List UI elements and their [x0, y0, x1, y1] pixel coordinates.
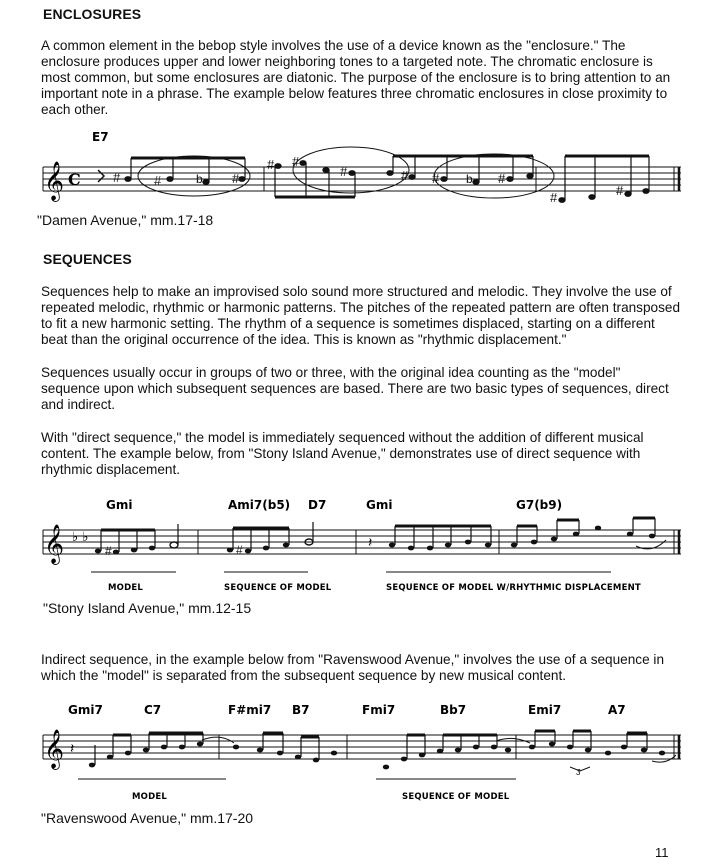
svg-text:b: b — [196, 172, 203, 186]
chord-symbol: G7(b9) — [516, 498, 563, 512]
key-signature-flats-icon: ♭ ♭ — [72, 530, 89, 545]
svg-text:#: # — [267, 157, 275, 172]
sequences-paragraph-direct: With "direct sequence," the model is immediately sequenced without the addition of different musical content. The example below, from "Stony Island Avenue," demonstrates use of direct sequence with rhythmic displacement. — [41, 430, 644, 478]
chord-symbol: Ami7(b5) — [228, 498, 291, 512]
section-heading-sequences: SEQUENCES — [43, 251, 132, 267]
chord-symbol: Bb7 — [440, 703, 467, 717]
note-stems — [131, 156, 649, 200]
treble-clef-icon: 𝄞 — [44, 729, 65, 769]
chord-symbol: A7 — [608, 703, 626, 717]
direct-sequence-music-example — [36, 488, 686, 600]
sequences-paragraph-groups: Sequences usually occur in groups of two or three, with the original idea counting as the "model" sequence upon which subsequent sequences are based. There are two basic types of sequences, direct and indirect. — [41, 365, 669, 413]
note-beams — [101, 518, 655, 530]
sequences-paragraph-indirect: Indirect sequence, in the example below from "Ravenswood Avenue," involves the use of a sequence in which the "model" is separated from the subsequent sequence by new musical content. — [41, 652, 665, 684]
chord-symbol: F#mi7 — [228, 703, 272, 717]
chord-symbol: Gmi — [106, 498, 133, 512]
treble-clef-icon: 𝄞 — [44, 524, 65, 564]
svg-text:#: # — [550, 190, 558, 205]
sequence-label: SEQUENCE OF MODEL — [402, 792, 510, 802]
example-caption-ravenswood: "Ravenswood Avenue," mm.17-20 — [41, 810, 254, 826]
triplet-marker: 3 — [576, 768, 581, 777]
treble-clef-icon: 𝄞 — [44, 161, 65, 201]
enclosures-paragraph: A common element in the bebop style involves the use of a device known as the "enclosure." The enclosure produces upper and lower neighboring tones to a targeted note. The chromatic enclosure is most common, but some enclosures are diatonic. The purpose of the enclosure is to bring attention to an important note in a phrase. The example below features three chromatic enclosures in close proximity to each other. — [41, 38, 671, 118]
sequence-label: MODEL — [132, 792, 167, 802]
sequence-label: MODEL — [108, 583, 143, 593]
note-stems — [101, 518, 655, 552]
svg-text:#: # — [340, 164, 348, 179]
sequences-paragraph-intro: Sequences help to make an improvised solo sound more structured and melodic. They involve the use of repeated melodic, rhythmic or harmonic patterns. The pitches of the repeated pattern are often transposed to fit a new harmonic setting. The rhythm of a sequence is sometimes displaced, starting on a different beat than the original occurrence of the idea. This is known as "rhythmic displacement." — [41, 284, 681, 348]
svg-text:#: # — [154, 173, 162, 188]
chord-symbol: Fmi7 — [362, 703, 396, 717]
example-caption-damen: "Damen Avenue," mm.17-18 — [37, 212, 214, 228]
svg-text:#: # — [432, 171, 440, 186]
chord-symbol: E7 — [92, 130, 109, 144]
svg-text:#: # — [498, 171, 506, 186]
svg-text:𝄽: 𝄽 — [368, 534, 373, 550]
svg-text:#: # — [401, 168, 409, 183]
staff-lines — [43, 735, 681, 759]
rest-icon: 𝄽 — [70, 740, 75, 756]
page-number: 11 — [655, 845, 669, 860]
staff-lines — [43, 530, 681, 554]
enclosure-music-example — [36, 122, 686, 210]
note-stems — [95, 731, 647, 765]
svg-text:#: # — [292, 154, 300, 169]
chord-symbol: B7 — [292, 703, 310, 717]
chord-symbol: Gmi7 — [68, 703, 103, 717]
indirect-sequence-music-example — [36, 695, 686, 807]
section-heading-enclosures: ENCLOSURES — [43, 6, 142, 22]
chord-symbol: C7 — [144, 703, 162, 717]
note-beams — [113, 731, 647, 737]
svg-text:#: # — [232, 171, 240, 186]
svg-text:#: # — [616, 183, 624, 198]
svg-text:b: b — [466, 172, 473, 186]
chord-symbol: D7 — [308, 498, 327, 512]
svg-text:#: # — [236, 543, 243, 557]
note-group — [89, 742, 665, 770]
example-caption-stony-island: "Stony Island Avenue," mm.12-15 — [43, 600, 252, 616]
svg-text:#: # — [105, 544, 112, 558]
svg-text:#: # — [113, 170, 121, 185]
sequence-label: SEQUENCE OF MODEL — [224, 583, 332, 593]
chord-symbol: Emi7 — [528, 703, 562, 717]
chord-symbol: Gmi — [366, 498, 393, 512]
time-signature: C — [68, 170, 81, 189]
sequence-label: SEQUENCE OF MODEL W/RHYTHMIC DISPLACEMENT — [386, 583, 641, 593]
